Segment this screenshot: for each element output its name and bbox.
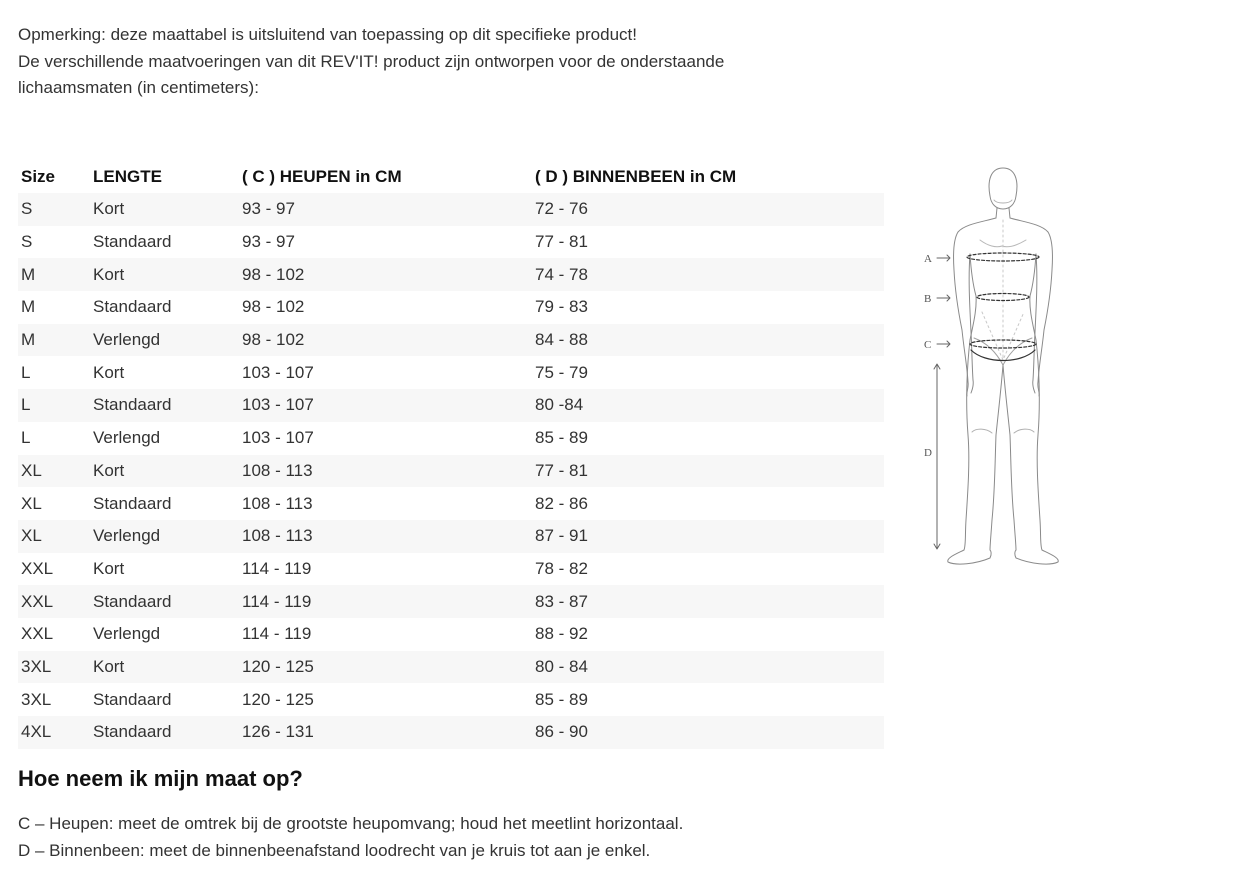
table-row — [18, 683, 884, 716]
cell-hips: 103 - 107 — [239, 356, 532, 389]
cell-inseam: 77 - 81 — [532, 455, 884, 488]
cell-inseam: 85 - 89 — [532, 422, 884, 455]
cell-size: M — [18, 258, 90, 291]
cell-length: Verlengd — [90, 422, 239, 455]
cell-inseam: 80 - 84 — [532, 651, 884, 684]
table-row — [18, 487, 884, 520]
cell-length: Kort — [90, 258, 239, 291]
cell-size: XL — [18, 520, 90, 553]
cell-hips: 120 - 125 — [239, 683, 532, 716]
cell-hips: 114 - 119 — [239, 553, 532, 586]
cell-size: XL — [18, 487, 90, 520]
cell-size: L — [18, 389, 90, 422]
cell-size: XL — [18, 455, 90, 488]
cell-hips: 114 - 119 — [239, 618, 532, 651]
table-row — [18, 585, 884, 618]
howto-hips: C – Heupen: meet de omtrek bij de grootste heupomvang; houd het meetlint horizontaal. — [18, 814, 684, 833]
table-row — [18, 422, 884, 455]
cell-size: XXL — [18, 553, 90, 586]
cell-hips: 114 - 119 — [239, 585, 532, 618]
table-row — [18, 226, 884, 259]
table-row — [18, 356, 884, 389]
measurement-figure — [910, 160, 1080, 570]
intro-text — [18, 22, 878, 102]
label-d: D — [924, 447, 932, 459]
cell-inseam: 85 - 89 — [532, 683, 884, 716]
header-length: LENGTE — [93, 167, 162, 186]
table-header-row — [18, 161, 884, 193]
cell-inseam: 78 - 82 — [532, 553, 884, 586]
cell-inseam: 83 - 87 — [532, 585, 884, 618]
cell-inseam: 88 - 92 — [532, 618, 884, 651]
cell-inseam: 82 - 86 — [532, 487, 884, 520]
howto-heading: Hoe neem ik mijn maat op? — [18, 766, 303, 791]
cell-length: Verlengd — [90, 324, 239, 357]
cell-inseam: 72 - 76 — [532, 193, 884, 226]
howto-inseam: D – Binnenbeen: meet de binnenbeenafstand loodrecht van je kruis tot aan je enkel. — [18, 840, 651, 860]
intro-line-3: lichaamsmaten (in centimeters): — [18, 78, 259, 97]
cell-length: Kort — [90, 356, 239, 389]
cell-hips: 126 - 131 — [239, 716, 532, 749]
cell-size: L — [18, 422, 90, 455]
cell-size: M — [18, 324, 90, 357]
cell-length: Kort — [90, 455, 239, 488]
cell-hips: 108 - 113 — [239, 487, 532, 520]
cell-length: Verlengd — [90, 520, 239, 553]
cell-size: 3XL — [18, 651, 90, 684]
cell-size: S — [18, 193, 90, 226]
cell-inseam: 80 -84 — [532, 389, 884, 422]
table-row — [18, 324, 884, 357]
cell-hips: 108 - 113 — [239, 455, 532, 488]
cell-inseam: 75 - 79 — [532, 356, 884, 389]
cell-length: Kort — [90, 553, 239, 586]
cell-hips: 98 - 102 — [239, 324, 532, 357]
cell-length: Standaard — [90, 226, 239, 259]
cell-inseam: 74 - 78 — [532, 258, 884, 291]
cell-size: 4XL — [18, 716, 90, 749]
table-row — [18, 389, 884, 422]
cell-size: S — [18, 226, 90, 259]
cell-size: 3XL — [18, 683, 90, 716]
cell-length: Verlengd — [90, 618, 239, 651]
label-c: C — [924, 339, 932, 351]
cell-hips: 120 - 125 — [239, 651, 532, 684]
cell-length: Standaard — [90, 716, 239, 749]
cell-hips: 103 - 107 — [239, 422, 532, 455]
intro-line-2: De verschillende maatvoeringen van dit REV'IT! product zijn ontworpen voor de onderstaande — [18, 51, 725, 71]
label-a: A — [924, 253, 932, 265]
table-row — [18, 193, 884, 226]
cell-size: M — [18, 291, 90, 324]
table-row — [18, 651, 884, 684]
cell-inseam: 86 - 90 — [532, 716, 884, 749]
cell-inseam: 79 - 83 — [532, 291, 884, 324]
size-table-body — [18, 193, 884, 749]
cell-length: Standaard — [90, 389, 239, 422]
table-row — [18, 520, 884, 553]
table-row — [18, 618, 884, 651]
cell-hips: 103 - 107 — [239, 389, 532, 422]
header-inseam: ( D ) BINNENBEEN in CM — [535, 167, 737, 186]
label-b: B — [924, 293, 932, 305]
cell-inseam: 87 - 91 — [532, 520, 884, 553]
howto-text — [18, 811, 878, 864]
size-table — [18, 161, 884, 749]
cell-length: Standaard — [90, 487, 239, 520]
table-row — [18, 258, 884, 291]
cell-hips: 98 - 102 — [239, 258, 532, 291]
cell-length: Standaard — [90, 585, 239, 618]
cell-hips: 93 - 97 — [239, 193, 532, 226]
cell-size: XXL — [18, 585, 90, 618]
header-hips: ( C ) HEUPEN in CM — [242, 167, 402, 186]
table-row — [18, 455, 884, 488]
cell-size: L — [18, 356, 90, 389]
cell-length: Standaard — [90, 683, 239, 716]
cell-inseam: 77 - 81 — [532, 226, 884, 259]
cell-inseam: 84 - 88 — [532, 324, 884, 357]
table-row — [18, 291, 884, 324]
cell-hips: 98 - 102 — [239, 291, 532, 324]
table-row — [18, 716, 884, 749]
cell-length: Standaard — [90, 291, 239, 324]
header-size: Size — [21, 167, 56, 186]
figure-labels — [910, 160, 1080, 570]
cell-length: Kort — [90, 651, 239, 684]
intro-line-1: Opmerking: deze maattabel is uitsluitend van toepassing op dit specifieke product! — [18, 25, 637, 44]
cell-length: Kort — [90, 193, 239, 226]
cell-size: XXL — [18, 618, 90, 651]
cell-hips: 108 - 113 — [239, 520, 532, 553]
table-row — [18, 553, 884, 586]
cell-hips: 93 - 97 — [239, 226, 532, 259]
